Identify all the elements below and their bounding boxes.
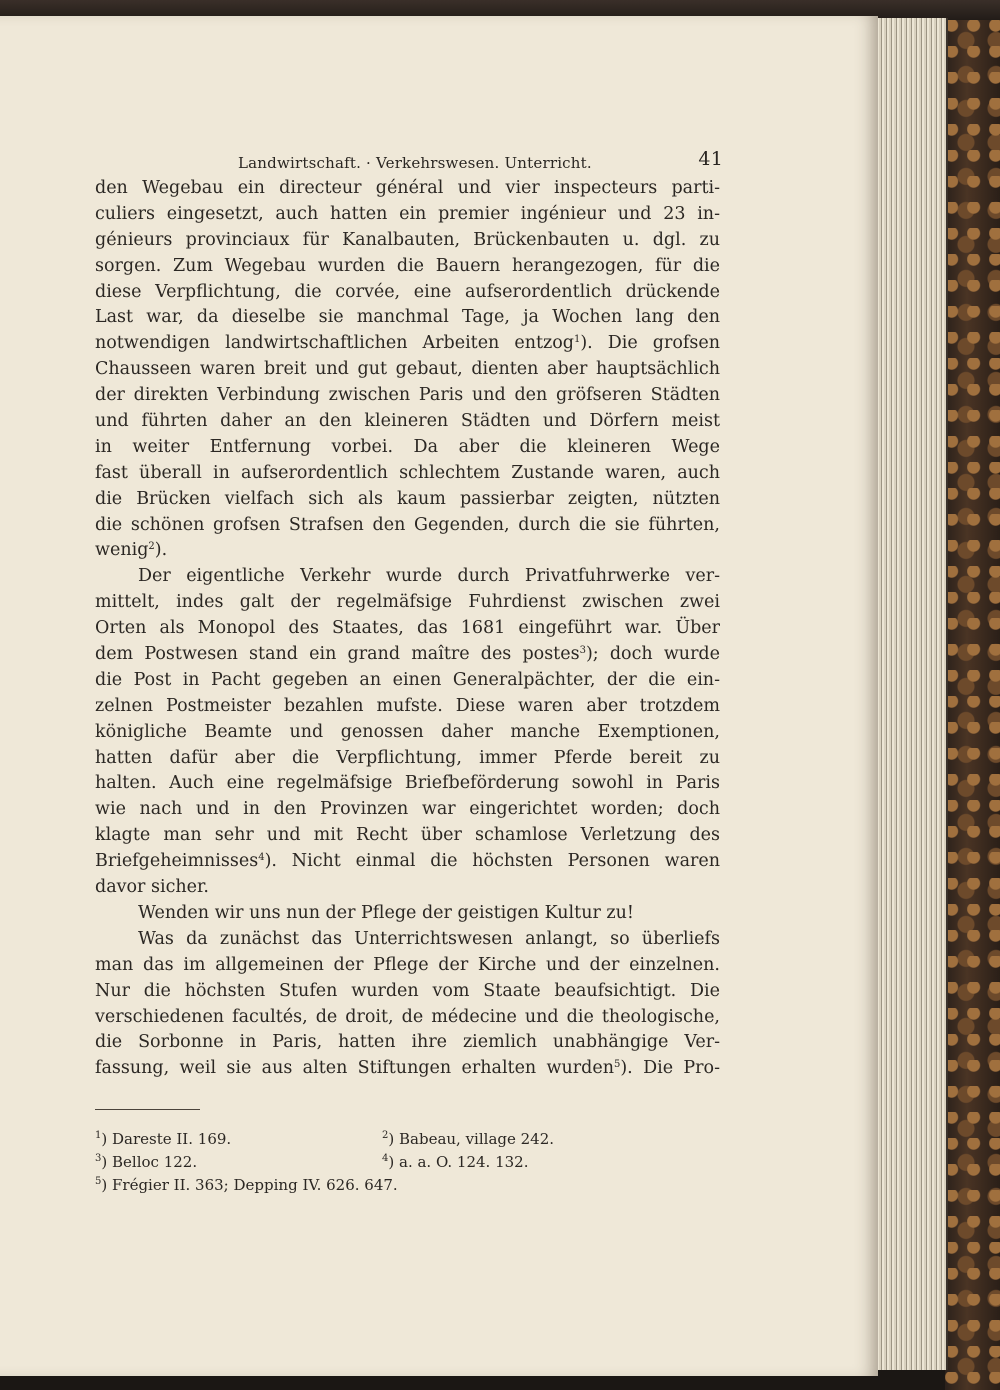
text-line: [95, 1056, 720, 1082]
text-line: [95, 875, 720, 901]
line-text: dem Postwesen stand ein grand maître des postes: [95, 644, 580, 665]
footnote-text: ) Dareste II. 169.: [101, 1130, 232, 1148]
footnote-marker: 3: [579, 645, 586, 657]
footnote-text: ) Babeau, village 242.: [388, 1130, 555, 1148]
line-text-continued: ).: [154, 540, 168, 561]
line-text: Last war, da dieselbe sie manchmal Tage, ja Wochen lang den: [95, 307, 720, 328]
running-head: [238, 148, 723, 178]
book-cover-marbled: [945, 20, 1000, 1390]
text-line: [95, 357, 720, 383]
text-line: [95, 979, 720, 1005]
text-line: [95, 668, 720, 694]
text-line: [95, 771, 720, 797]
line-text: mittelt, indes galt der regelmäfsige Fuhrdienst zwischen zwei: [95, 592, 720, 613]
text-line: [95, 538, 720, 564]
line-text: königliche Beamte und genossen daher manche Exemptionen,: [95, 721, 720, 742]
footnote-number: 3: [95, 1153, 102, 1164]
text-line: [95, 797, 720, 823]
text-line: [95, 953, 720, 979]
footnote: [95, 1153, 197, 1171]
text-line: [95, 305, 720, 331]
line-text: klagte man sehr und mit Recht über schamlose Verletzung des: [95, 825, 720, 846]
text-line: [95, 383, 720, 409]
text-line: [95, 1005, 720, 1031]
footnote-marker: 1: [573, 334, 581, 346]
text-line: [95, 461, 720, 487]
text-line: [95, 564, 720, 590]
footnote-number: 2: [382, 1130, 389, 1141]
text-line: [95, 927, 720, 953]
text-line: [95, 720, 720, 746]
footnote: [382, 1128, 554, 1151]
line-text: Was da zunächst das Unterrichtswesen anlangt, so überliefs: [138, 928, 720, 949]
text-line: [95, 409, 720, 435]
line-text: zelnen Postmeister bezahlen mufste. Diese waren aber trotzdem: [95, 695, 720, 716]
text-line: [95, 228, 720, 254]
footnotes: [95, 1128, 615, 1197]
footnote-marker: 5: [613, 1059, 621, 1071]
line-text: die Brücken vielfach sich als kaum passierbar zeigten, nützten: [95, 488, 720, 509]
line-text: hatten dafür aber die Verpflichtung, immer Pferde bereit zu: [95, 747, 720, 768]
line-text: culiers eingesetzt, auch hatten ein premier ingénieur und 23 in-: [95, 203, 720, 224]
line-text: fast überall in aufserordentlich schlechtem Zustande waren, auch: [95, 462, 720, 483]
text-line: [95, 1030, 720, 1056]
line-text-continued: ). Die Pro-: [620, 1058, 720, 1079]
line-text: man das im allgemeinen der Pflege der Kirche und der einzelnen.: [95, 954, 720, 975]
footnote-text: ) Belloc 122.: [101, 1153, 198, 1171]
footnote-rule: [95, 1109, 200, 1110]
line-text: verschiedenen facultés, de droit, de médecine und die theologische,: [95, 1006, 720, 1027]
line-text: génieurs provinciaux für Kanalbauten, Brückenbauten u. dgl. zu: [95, 229, 720, 250]
footnote-row: [95, 1174, 615, 1197]
line-text-continued: ). Die grofsen: [580, 333, 720, 354]
text-line: [95, 202, 720, 228]
line-text: die Sorbonne in Paris, hatten ihre ziemlich unabhängige Ver-: [95, 1032, 720, 1053]
running-head-title: Landwirtschaft. · Verkehrswesen. Unterricht.: [238, 154, 592, 172]
text-line: [95, 901, 720, 927]
text-line: [95, 331, 720, 357]
text-line: [95, 746, 720, 772]
line-text: den Wegebau ein directeur général und vier inspecteurs parti-: [95, 178, 720, 198]
line-text: Orten als Monopol des Staates, das 1681 eingeführt war. Über: [95, 618, 720, 639]
footnote-row: [95, 1128, 615, 1151]
line-text: Wenden wir uns nun der Pflege der geistigen Kultur zu!: [138, 902, 634, 923]
footnote-text: ) a. a. O. 124. 132.: [388, 1153, 529, 1171]
footnote-number: 5: [95, 1176, 102, 1187]
line-text: und führten daher an den kleineren Städten und Dörfern meist: [95, 411, 720, 432]
footnote-marker: 4: [258, 852, 265, 864]
line-text: der direkten Verbindung zwischen Paris und den gröfseren Städten: [95, 385, 720, 406]
text-line: [95, 823, 720, 849]
line-text: in weiter Entfernung vorbei. Da aber die kleineren Wege: [95, 436, 720, 457]
text-line: [95, 487, 720, 513]
footnote-number: 4: [382, 1153, 389, 1164]
footnote-text: ) Frégier II. 363; Depping IV. 626. 647.: [101, 1176, 398, 1194]
line-text-continued: ). Nicht einmal die höchsten Personen waren: [264, 851, 720, 872]
text-line: [95, 280, 720, 306]
line-text: wie nach und in den Provinzen war eingerichtet worden; doch: [95, 799, 720, 820]
text-line: [95, 254, 720, 280]
line-text: sorgen. Zum Wegebau wurden die Bauern herangezogen, für die: [95, 255, 720, 276]
line-text: diese Verpflichtung, die corvée, eine aufserordentlich drückende: [95, 281, 720, 302]
footnote-marker: 2: [148, 541, 155, 553]
line-text-continued: ); doch wurde: [585, 644, 720, 665]
text-line: [95, 849, 720, 875]
line-text: halten. Auch eine regelmäfsige Briefbeförderung sowohl in Paris: [95, 773, 720, 794]
line-text: notwendigen landwirtschaftlichen Arbeiten entzog: [95, 333, 574, 354]
body-text: [95, 176, 720, 1082]
text-line: [95, 513, 720, 539]
line-text: fassung, weil sie aus alten Stiftungen erhalten wurden: [95, 1058, 614, 1079]
page-edges: [874, 18, 948, 1370]
line-text: Briefgeheimnisses: [95, 851, 259, 872]
footnote: [382, 1151, 528, 1174]
footnote-row: [95, 1151, 615, 1174]
footnote-number: 1: [95, 1130, 102, 1141]
text-line: [95, 176, 720, 202]
footnote: [95, 1130, 231, 1148]
line-text: die Post in Pacht gegeben an einen Generalpächter, der die ein-: [95, 669, 720, 690]
page-number: 41: [698, 148, 723, 170]
line-text: Chausseen waren breit und gut gebaut, dienten aber hauptsächlich: [95, 359, 720, 380]
text-line: [95, 642, 720, 668]
line-text: Nur die höchsten Stufen wurden vom Staate beaufsichtigt. Die: [95, 980, 720, 1001]
text-line: [95, 590, 720, 616]
footnote: [95, 1176, 398, 1194]
line-text: davor sicher.: [95, 877, 209, 898]
line-text: die schönen grofsen Strafsen den Gegenden, durch die sie führten,: [95, 514, 720, 535]
text-line: [95, 435, 720, 461]
line-text: wenig: [95, 540, 149, 561]
line-text: Der eigentliche Verkehr wurde durch Privatfuhrwerke ver-: [138, 566, 720, 587]
text-line: [95, 616, 720, 642]
text-line: [95, 694, 720, 720]
